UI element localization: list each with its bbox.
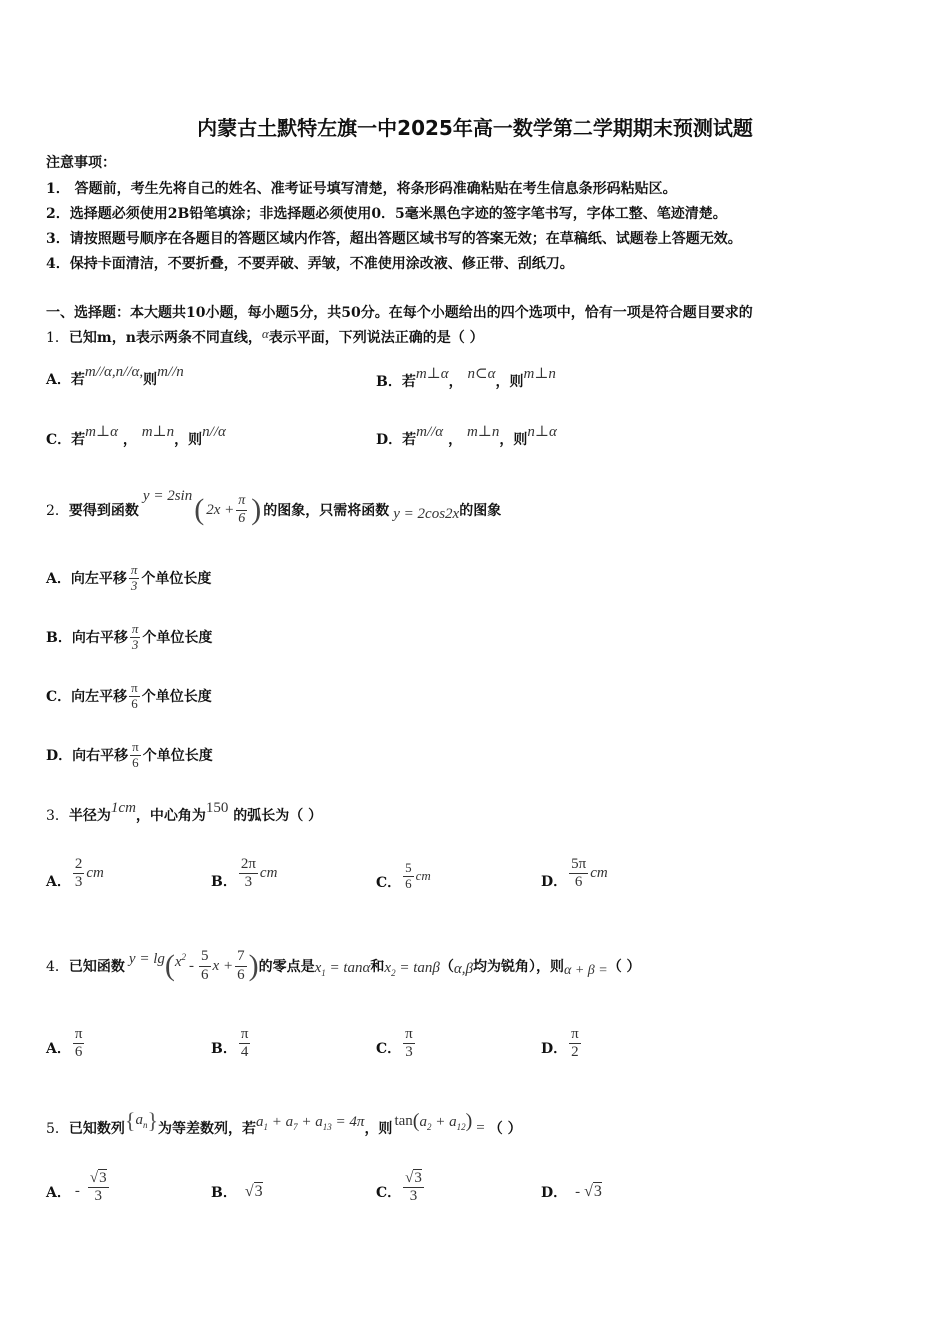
math-expr: α,β — [453, 960, 473, 977]
denominator: 6 — [574, 874, 583, 891]
denominator: 6 — [238, 510, 246, 526]
option-label: D．向右平移 — [46, 748, 129, 765]
question-text: 为等差数列，若 — [158, 1121, 257, 1137]
math-expr — [315, 960, 371, 978]
math-sub: 7 — [293, 1122, 298, 1132]
option-text: ， — [122, 432, 137, 448]
q3-option-d[interactable] — [541, 856, 608, 892]
radicand: 3 — [99, 1170, 107, 1186]
numerator: 2 — [73, 856, 85, 874]
question-text: 的图象 — [459, 503, 502, 519]
q1-option-d[interactable] — [376, 422, 557, 449]
fraction — [73, 1026, 85, 1062]
fraction — [199, 948, 211, 984]
numerator: 5 — [405, 859, 412, 875]
minus-sign: - — [575, 1183, 581, 1200]
question-5 — [46, 1108, 522, 1148]
question-text: 的零点是 — [258, 959, 315, 975]
q4-option-b[interactable] — [211, 1026, 252, 1062]
question-number: 3． — [46, 808, 69, 824]
option-label: C． — [376, 1040, 402, 1057]
fraction — [239, 856, 258, 892]
question-1 — [46, 326, 484, 347]
option-label: C．若 — [46, 432, 86, 448]
math-var: x — [314, 960, 322, 976]
option-label: C．向左平移 — [46, 689, 128, 706]
question-text: 的图象，只需将函数 — [263, 503, 390, 519]
math-alpha: α — [261, 326, 269, 341]
fraction — [130, 740, 141, 771]
numerator: π — [403, 1026, 415, 1044]
right-paren: ) — [248, 949, 259, 982]
option-label: A．若 — [46, 372, 85, 388]
math-var: x — [384, 960, 392, 976]
math-sub: 1 — [263, 1122, 269, 1132]
math-expr: m⊥n — [523, 366, 556, 382]
question-number: 5． — [46, 1121, 69, 1137]
notice-item: 3．请按照题号顺序在各题目的答题区域内作答，超出答题区域书写的答案无效；在草稿纸、试题卷上答题无效。 — [46, 231, 742, 247]
fraction — [130, 622, 141, 653]
denominator: 3 — [244, 874, 253, 891]
question-text: 均为锐角），则 — [472, 959, 564, 975]
math-var: a — [449, 1114, 457, 1130]
math-expr: x + — [212, 957, 234, 974]
option-label: B． — [211, 1185, 237, 1201]
fraction — [235, 948, 247, 984]
question-text: 表示平面，下列说法正确的是（ ） — [268, 330, 484, 346]
question-number: 1． — [46, 330, 69, 346]
radicand: 3 — [254, 1183, 263, 1200]
math-expr: 1cm — [110, 800, 136, 816]
math-expr: = — [476, 1119, 485, 1136]
q2-option-a[interactable] — [46, 563, 211, 594]
option-label: C． — [376, 875, 402, 891]
denominator: 6 — [201, 966, 209, 983]
option-label: A． — [46, 1184, 71, 1201]
question-text: 和 — [370, 959, 385, 975]
q3-option-b[interactable] — [211, 856, 277, 892]
fraction — [239, 1026, 251, 1062]
option-text: 个单位长度 — [142, 630, 213, 647]
question-text: 的弧长为（ ） — [233, 808, 323, 824]
q2-option-d[interactable] — [46, 740, 213, 771]
right-paren: ) — [251, 493, 262, 526]
math-expr: 150 — [205, 800, 229, 816]
option-label: B．若 — [376, 374, 416, 390]
q1-option-c[interactable] — [46, 422, 226, 449]
question-text: 已知数列 — [68, 1121, 125, 1137]
denominator: 6 — [132, 754, 139, 770]
left-paren: ( — [164, 949, 175, 982]
notice-item: 2．选择题必须使用2B铅笔填涂；非选择题必须使用0．5毫米黑色字迹的签字笔书写，字体工整、笔迹清楚。 — [46, 206, 727, 222]
denominator: 3 — [130, 577, 138, 593]
math-sub: 2 — [391, 968, 396, 978]
option-label: B．向右平移 — [46, 630, 128, 647]
option-text: 个单位长度 — [142, 748, 213, 765]
denominator: 3 — [131, 636, 139, 652]
denominator: 6 — [405, 875, 412, 891]
question-number: 2． — [46, 503, 69, 519]
math-var: a — [135, 1112, 143, 1128]
math-expr: m//α,n//α, — [84, 364, 144, 380]
option-label: D． — [541, 1185, 568, 1201]
math-expr: m⊥α — [415, 366, 449, 382]
question-text: 已知m，n表示两条不同直线， — [68, 330, 262, 346]
denominator: 3 — [74, 874, 83, 891]
fraction — [569, 1026, 581, 1062]
math-expr: n⊂α — [467, 366, 496, 382]
option-label: B． — [211, 873, 237, 890]
numerator: √3 — [88, 1170, 109, 1188]
math-expr: m⊥n — [466, 424, 500, 440]
math-expr: y = lg — [128, 950, 165, 967]
math-var: a — [315, 1114, 323, 1130]
q4-option-a[interactable] — [46, 1026, 86, 1062]
math-sub: 1 — [321, 968, 326, 978]
math-var: x — [174, 953, 182, 970]
option-text: ，则 — [174, 432, 203, 448]
numerator: π — [130, 562, 138, 577]
math-expr: n//α — [202, 424, 226, 440]
numerator: π — [131, 680, 138, 695]
fraction — [129, 563, 140, 594]
denominator: 3 — [405, 1044, 413, 1061]
numerator: 5 — [199, 948, 211, 966]
math-sup: 2 — [181, 951, 187, 962]
option-text: ，则 — [495, 374, 524, 390]
math-expr: = tanα — [329, 960, 371, 976]
unit: cm — [86, 865, 104, 882]
question-text: （ ） — [488, 1121, 522, 1137]
math-expr: α + β = — [563, 963, 608, 978]
question-3 — [46, 800, 322, 825]
option-label: D． — [541, 873, 568, 890]
radicand: 3 — [414, 1170, 422, 1186]
math-expr: n⊥α — [527, 424, 557, 440]
math-expr: = tanβ — [399, 960, 440, 976]
math-sub: 2 — [426, 1122, 432, 1132]
q1-option-a[interactable] — [46, 364, 184, 389]
numerator: π — [236, 493, 247, 510]
question-text: （ ） — [607, 959, 641, 975]
denominator: 6 — [237, 966, 245, 983]
fraction — [236, 493, 247, 526]
radicand: 3 — [593, 1183, 602, 1200]
option-text: 个单位长度 — [141, 571, 212, 588]
math-expr — [135, 1112, 147, 1130]
question-text: ，则 — [364, 1121, 393, 1137]
q1-option-b[interactable] — [376, 364, 556, 391]
option-label: D． — [541, 1040, 568, 1057]
numerator: 7 — [235, 948, 247, 966]
math-sub: 13 — [322, 1122, 332, 1132]
question-number: 4． — [46, 959, 69, 975]
sqrt-expr: √3 — [584, 1183, 602, 1200]
math-expr: m⊥n — [141, 424, 175, 440]
math-expr: y = 2cos2x — [393, 505, 460, 522]
math-expr: m//α — [416, 424, 444, 440]
sqrt-expr: √3 — [244, 1183, 263, 1200]
question-text: 半径为 — [68, 808, 111, 824]
q4-option-d[interactable] — [541, 1026, 583, 1062]
question-4 — [46, 940, 641, 992]
math-expr: 2x + — [206, 501, 235, 518]
option-label: A． — [46, 873, 71, 890]
q3-option-a[interactable] — [46, 856, 104, 892]
numerator: π — [73, 1026, 85, 1044]
math-var: a — [256, 1114, 264, 1130]
question-text: 要得到函数 — [68, 503, 139, 519]
option-text: 个单位长度 — [141, 689, 212, 706]
fraction — [129, 681, 140, 712]
math-expr: $a_2 + a_{12}$ — [419, 1114, 466, 1132]
denominator: 2 — [571, 1044, 579, 1061]
math-var: a — [285, 1114, 294, 1130]
left-brace: { — [124, 1108, 136, 1133]
q5-option-d[interactable] — [541, 1182, 602, 1202]
question-2 — [46, 480, 501, 540]
math-expr: y = 2sin — [142, 488, 193, 504]
right-paren: ) — [465, 1109, 473, 1132]
fraction — [403, 861, 414, 892]
page-title: 内蒙古土默特左旗一中2025年高一数学第二学期期末预测试题 — [197, 116, 753, 140]
numerator: 2π — [239, 856, 258, 874]
unit: cm — [590, 865, 608, 882]
notice-heading: 注意事项： — [46, 155, 116, 171]
unit: cm — [259, 865, 278, 882]
option-label: C． — [376, 1184, 402, 1201]
question-text: 已知函数 — [68, 959, 125, 975]
numerator: π — [239, 1026, 251, 1044]
option-text: 则 — [143, 372, 158, 388]
denominator: 3 — [94, 1188, 102, 1205]
q5-option-a[interactable] — [46, 1170, 111, 1206]
option-text: ， — [448, 432, 463, 448]
q2-option-c[interactable] — [46, 681, 212, 712]
fraction — [88, 1170, 109, 1206]
math-sub: 12 — [456, 1122, 466, 1132]
numerator: π — [131, 621, 139, 636]
option-label: D．若 — [376, 432, 417, 448]
math-func: tan — [394, 1112, 413, 1129]
math-expr — [175, 952, 186, 971]
fraction — [403, 1170, 424, 1206]
denominator: 6 — [131, 695, 138, 711]
fraction — [403, 1026, 415, 1062]
notice-item: 1． 答题前，考生先将自己的姓名、准考证号填写清楚，将条形码准确粘贴在考生信息条形码粘贴区。 — [46, 181, 677, 197]
math-expr — [384, 960, 439, 978]
fraction — [73, 856, 85, 892]
numerator: √3 — [403, 1170, 424, 1188]
denominator: 3 — [409, 1188, 418, 1205]
q5-option-b[interactable] — [211, 1182, 263, 1202]
math-sub: n — [142, 1120, 148, 1130]
numerator: π — [132, 739, 139, 754]
section-header: 一、选择题：本大题共10小题，每小题5分，共50分。在每个小题给出的四个选项中，恰有一项是符合题目要求的 — [46, 305, 753, 321]
q5-option-c[interactable] — [376, 1170, 426, 1206]
right-brace: } — [147, 1108, 159, 1133]
math-expr: m⊥α — [85, 424, 118, 440]
notice-item: 4．保持卡面清洁，不要折叠，不要弄破、弄皱，不准使用涂改液、修正带、刮纸刀。 — [46, 256, 574, 272]
fraction — [569, 856, 588, 892]
minus-sign: - — [74, 1183, 80, 1200]
unit: cm — [415, 868, 431, 883]
option-label: A． — [46, 1040, 71, 1057]
math-expr: = 4π — [335, 1114, 365, 1130]
q4-option-c[interactable] — [376, 1026, 417, 1062]
left-paren: ( — [412, 1109, 420, 1132]
denominator: 6 — [74, 1044, 83, 1061]
option-label: B． — [211, 1040, 237, 1057]
math-var: a — [419, 1114, 427, 1130]
q3-option-c[interactable] — [376, 860, 431, 892]
math-expr: - — [189, 957, 195, 974]
left-paren: ( — [194, 493, 205, 526]
math-expr: m//n — [157, 364, 184, 380]
numerator: 5π — [569, 856, 588, 874]
denominator: 4 — [240, 1044, 249, 1061]
question-text: ，中心角为 — [135, 808, 206, 824]
numerator: π — [569, 1026, 581, 1044]
question-text: （ — [439, 959, 454, 975]
math-expr: $a_1 + a_7 + a_{13} = 4\pi$ — [256, 1114, 365, 1132]
q2-option-b[interactable] — [46, 622, 212, 653]
option-label: A．向左平移 — [46, 571, 127, 588]
option-text: ， — [448, 374, 463, 390]
option-text: ，则 — [499, 432, 528, 448]
